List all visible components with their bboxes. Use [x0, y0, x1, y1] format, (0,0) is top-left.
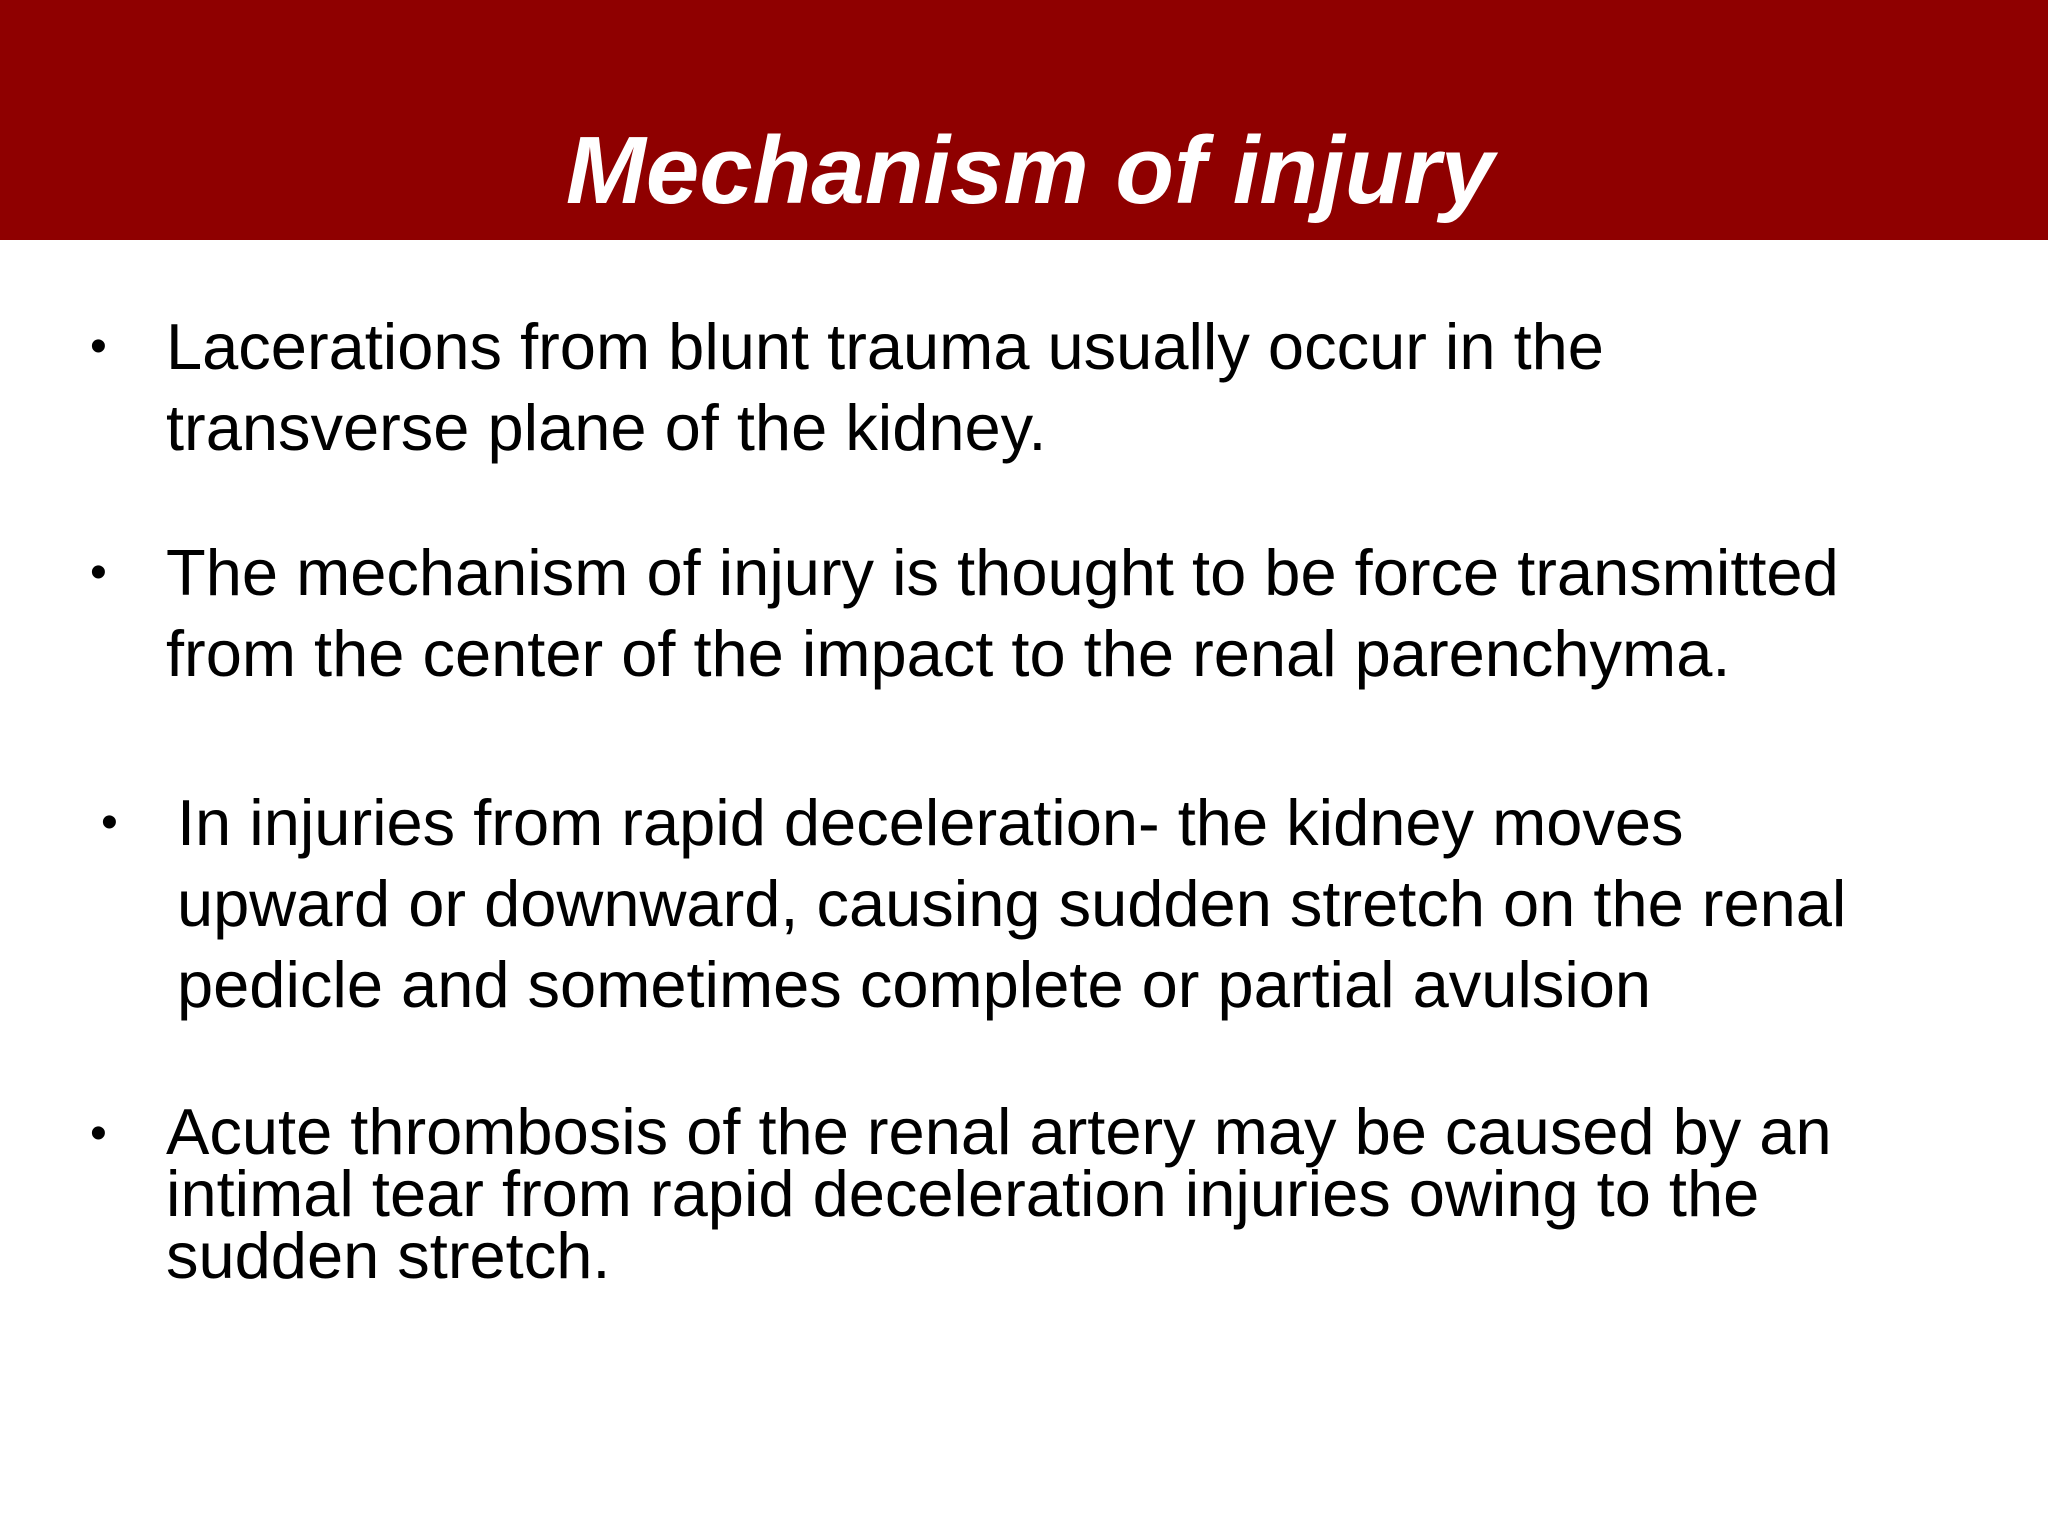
- bullet-line: intimal tear from rapid deceleration injuries owing to the: [166, 1157, 1760, 1230]
- bullet-line: upward or downward, causing sudden stretch on the renal: [177, 867, 1847, 940]
- bullet-line: sudden stretch.: [166, 1219, 611, 1292]
- bullet-line: Acute thrombosis of the renal artery may be caused by an: [166, 1095, 1832, 1168]
- title-bar: [0, 0, 2048, 240]
- bullet-marker: •: [90, 1107, 107, 1160]
- bullet-line: Lacerations from blunt trauma usually occur in the: [166, 310, 1604, 383]
- bullet-line: from the center of the impact to the renal parenchyma.: [166, 617, 1731, 690]
- bullet-text: [177, 782, 1846, 1025]
- bullet-text: [166, 1095, 1832, 1292]
- bullet-line: pedicle and sometimes complete or partial avulsion: [177, 948, 1652, 1021]
- slide-title: Mechanism of injury: [565, 117, 1495, 224]
- bullet-text: [166, 532, 1839, 694]
- bullet-line: transverse plane of the kidney.: [166, 391, 1047, 464]
- bullet-marker: •: [101, 796, 118, 849]
- bullet-marker: •: [90, 546, 107, 599]
- bullet-text: [166, 306, 1604, 468]
- bullet-line: In injuries from rapid deceleration- the kidney moves: [177, 786, 1684, 859]
- bullet-line: The mechanism of injury is thought to be force transmitted: [166, 536, 1839, 609]
- bullet-marker: •: [90, 320, 107, 373]
